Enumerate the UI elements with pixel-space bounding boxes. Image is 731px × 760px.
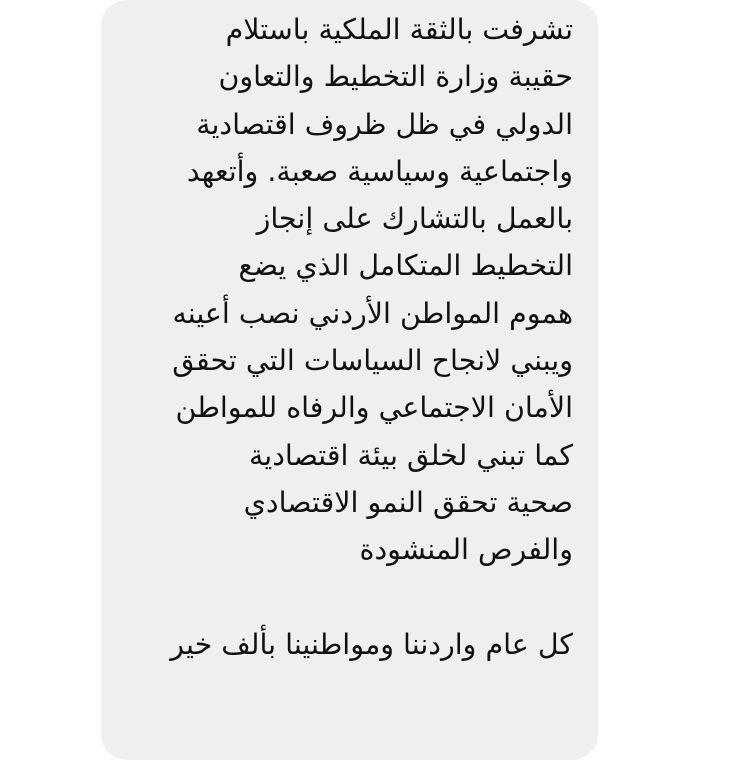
message-line: التخطيط المتكامل الذي يضع (238, 249, 573, 283)
message-closing-line: كل عام واردننا ومواطنينا بألف خير (170, 627, 573, 661)
message-line: واجتماعية وسياسية صعبة. وأتعهد (186, 154, 573, 188)
message-bubble (101, 0, 598, 760)
message-line: كما تبني لخلق بيئة اقتصادية (249, 438, 573, 472)
message-line: تشرفت بالثقة الملكية باستلام (225, 13, 573, 46)
message-line: بالعمل بالتشارك على إنجاز (256, 202, 573, 236)
message-line: حقيبة وزارة التخطيط والتعاون (218, 60, 573, 94)
message-text (113, 6, 573, 668)
message-line: الأمان الاجتماعي والرفاه للمواطن (175, 391, 573, 425)
message-line: الدولي في ظل ظروف اقتصادية (196, 107, 573, 141)
paragraph-spacer (113, 574, 573, 621)
message-line: ويبني لانجاح السياسات التي تحقق (172, 344, 573, 378)
message-line: هموم المواطن الأردني نصب أعينه (172, 296, 573, 330)
message-line: صحية تحقق النمو الاقتصادي (243, 485, 573, 519)
message-line: والفرص المنشودة (359, 533, 573, 567)
